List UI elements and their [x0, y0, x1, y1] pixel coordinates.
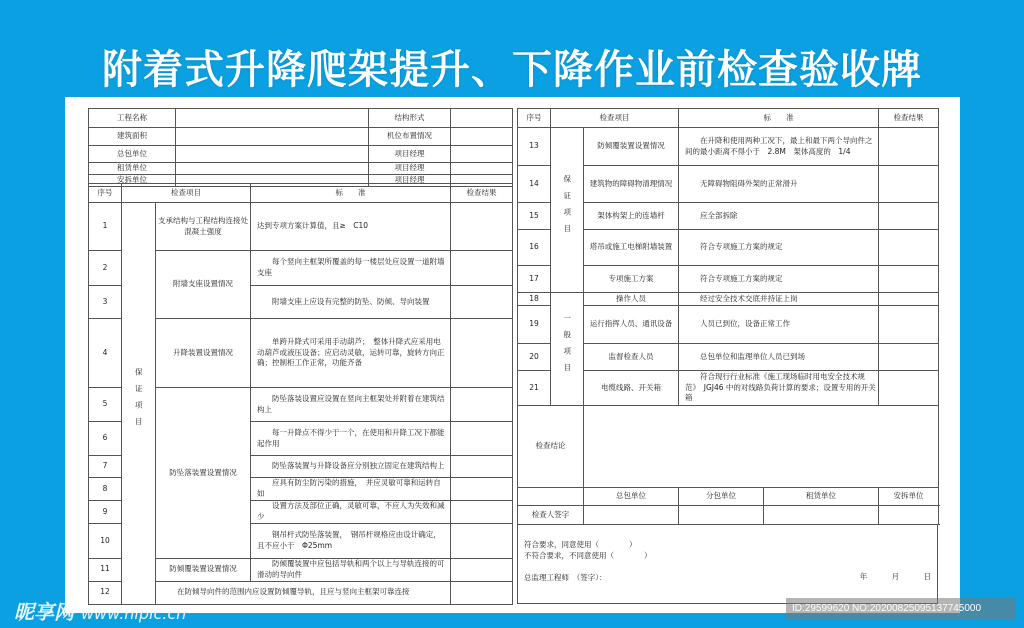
standard-text: 应全部拆除: [679, 203, 879, 230]
check-result[interactable]: [451, 478, 513, 501]
check-result[interactable]: [879, 128, 939, 166]
info-value[interactable]: [451, 146, 513, 163]
table-row: [518, 128, 939, 166]
standard-text: 附墙支座上应设有完整的防坠、防倾、导向装置: [251, 286, 451, 319]
info-label: 项目经理: [369, 174, 451, 186]
table-row: [518, 293, 939, 306]
standard-text: 达到专项方案计算值，且≥ C10: [251, 203, 451, 251]
standard-text: 防坠落装置与升降设备应分别独立固定在建筑结构上: [251, 456, 451, 478]
group-cell: [122, 203, 156, 605]
group-cell: [551, 293, 584, 406]
date-label: 年 月 日: [859, 572, 931, 581]
check-item: 防倾覆装置设置情况: [156, 559, 251, 582]
standard-text: 单跨升降式可采用手动葫芦； 整体升降式应采用电动葫芦或液压设备；应启动灵敏，运转可靠，旋转方向正确；控制柜工作正常，功能齐备: [251, 319, 451, 388]
row-number: 6: [89, 422, 122, 456]
check-result[interactable]: [451, 319, 513, 388]
check-result[interactable]: [451, 501, 513, 524]
watermark-logo: 昵享网 www.nipic.cn: [14, 600, 187, 624]
conclusion-value[interactable]: [584, 406, 939, 488]
row-number: 3: [89, 286, 122, 319]
info-value[interactable]: [451, 109, 513, 128]
check-item: 防倾覆装置设置情况: [584, 128, 679, 166]
sign-unit-header: 租赁单位: [764, 488, 879, 506]
blank-cell: [518, 488, 584, 506]
check-item: 电缆线路、开关箱: [584, 371, 679, 406]
row-number: 9: [89, 501, 122, 524]
row-number: 15: [518, 203, 551, 230]
group-label: 一般项目: [562, 314, 572, 381]
check-result[interactable]: [451, 456, 513, 478]
check-result[interactable]: [879, 203, 939, 230]
standard-text: 总包单位和监理单位人员已到场: [679, 344, 879, 371]
row-number: 16: [518, 230, 551, 266]
reject-option: 不符合要求，不同意使用（ ）: [524, 551, 652, 561]
row-number: 18: [518, 293, 551, 306]
info-value[interactable]: [176, 109, 369, 128]
table-row: [89, 109, 513, 128]
check-item: 升降装置设置情况: [156, 319, 251, 388]
check-item: 操作人员: [584, 293, 679, 306]
standard-text: 防坠落装设置应设置在竖向主框架处并附着在建筑结构上: [251, 388, 451, 422]
inspection-table-right: [517, 108, 939, 525]
signature-field[interactable]: [764, 506, 879, 525]
table-row: [89, 163, 513, 175]
project-info-table: [88, 108, 513, 187]
info-label: 机位布置情况: [369, 128, 451, 146]
info-value[interactable]: [451, 128, 513, 146]
check-result[interactable]: [451, 559, 513, 582]
header-item: 检查项目: [122, 184, 251, 203]
table-row: [518, 406, 939, 488]
standard-text: 在升降和使用两种工况下，最上和最下两个导向件之间的最小距离不得小于 2.8M 架体高度的 1/4: [679, 128, 879, 166]
table-row: [518, 506, 939, 525]
sign-unit-header: 安拆单位: [879, 488, 939, 506]
standard-text: 钢吊杆式防坠落装置， 钢吊杆规格应由设计确定，且不应小于 Φ25mm: [251, 524, 451, 559]
info-label: 项目经理: [369, 146, 451, 163]
row-number: 10: [89, 524, 122, 559]
signature-field[interactable]: [879, 506, 939, 525]
check-result[interactable]: [879, 166, 939, 203]
check-item: 防坠落装置设置情况: [156, 388, 251, 559]
standard-text: 每个竖向主框架所覆盖的每一楼层处应设置一道附墙支座: [251, 251, 451, 286]
check-item: 附墙支座设置情况: [156, 251, 251, 319]
inspection-table-left: [88, 183, 513, 605]
check-item: 建筑物的障碍物清理情况: [584, 166, 679, 203]
group-label: 保证项目: [562, 175, 572, 242]
info-value[interactable]: [176, 163, 369, 175]
check-result[interactable]: [879, 230, 939, 266]
header-standard: 标 准: [679, 109, 879, 128]
row-number: 4: [89, 319, 122, 388]
check-result[interactable]: [879, 344, 939, 371]
standard-text: 应具有防尘防污染的措施， 并应灵敏可靠和运转自如: [251, 478, 451, 501]
row-number: 20: [518, 344, 551, 371]
row-number: 11: [89, 559, 122, 582]
check-result[interactable]: [879, 371, 939, 406]
check-result[interactable]: [451, 286, 513, 319]
check-item: 专项施工方案: [584, 266, 679, 293]
header-result: 检查结果: [879, 109, 939, 128]
info-label: 安拆单位: [89, 174, 176, 186]
header-no: 序号: [89, 184, 122, 203]
table-row: [518, 109, 939, 128]
info-label: 工程名称: [89, 109, 176, 128]
check-result[interactable]: [879, 266, 939, 293]
info-value[interactable]: [176, 146, 369, 163]
info-value[interactable]: [451, 163, 513, 175]
standard-text: 符合专项施工方案的规定: [679, 266, 879, 293]
table-row: [89, 184, 513, 203]
check-item: 支承结构与工程结构连接处混凝土强度: [156, 203, 251, 251]
info-label: 总包单位: [89, 146, 176, 163]
header-item: 检查项目: [551, 109, 679, 128]
row-number: 19: [518, 306, 551, 344]
info-label: 建筑面积: [89, 128, 176, 146]
standard-text: 人员已到位，设备正常工作: [679, 306, 879, 344]
row-number: 2: [89, 251, 122, 286]
info-label: 结构形式: [369, 109, 451, 128]
table-row: [89, 146, 513, 163]
table-row: [518, 488, 939, 506]
signature-field[interactable]: [584, 506, 679, 525]
row-number: 13: [518, 128, 551, 166]
sign-unit-header: 分包单位: [679, 488, 764, 506]
standard-text: 符合现行行业标准《施工现场临时用电安全技术规范》 JGJ46 中的对线路负荷计算的要求；设置专用的开关箱: [679, 371, 879, 406]
row-number: 14: [518, 166, 551, 203]
row-number: 5: [89, 388, 122, 422]
check-result[interactable]: [451, 422, 513, 456]
info-value[interactable]: [176, 128, 369, 146]
approval-section: [517, 524, 938, 604]
row-number: 21: [518, 371, 551, 406]
row-number: 17: [518, 266, 551, 293]
engineer-signature-label: 总监理工程师 （签字）：: [524, 572, 607, 582]
group-cell: [551, 128, 584, 293]
signature-label: 检查人签字: [518, 506, 584, 525]
row-number: 7: [89, 456, 122, 478]
row-number: 12: [89, 581, 122, 604]
watermark-id: ID:29599620 NO:20200825095137745000: [786, 598, 1016, 620]
check-result[interactable]: [451, 388, 513, 422]
standard-text: 每一升降点不得少于一个，在使用和升降工况下都能起作用: [251, 422, 451, 456]
check-result[interactable]: [879, 293, 939, 306]
group-label: 保证项目: [134, 368, 144, 435]
signature-field[interactable]: [679, 506, 764, 525]
check-result[interactable]: [451, 524, 513, 559]
check-item: 监督检查人员: [584, 344, 679, 371]
table-row: [89, 128, 513, 146]
table-row: [89, 203, 513, 251]
check-result[interactable]: [451, 581, 513, 604]
check-result[interactable]: [451, 203, 513, 251]
standard-text: 符合专项施工方案的规定: [679, 230, 879, 266]
standard-text: 无障碍物阻碍外架的正常滑升: [679, 166, 879, 203]
approve-option: 符合要求，同意使用（ ）: [524, 540, 637, 549]
info-label: 项目经理: [369, 163, 451, 175]
row-number: 1: [89, 203, 122, 251]
conclusion-label: 检查结论: [518, 406, 584, 488]
standard-text: 设置方法及部位正确，灵敏可靠，不应人为失效和减少: [251, 501, 451, 524]
check-item: 运行指挥人员、通讯设备: [584, 306, 679, 344]
row-number: 8: [89, 478, 122, 501]
check-item: 塔吊或施工电梯附墙装置: [584, 230, 679, 266]
standard-text: 经过安全技术交底并持证上岗: [679, 293, 879, 306]
check-result[interactable]: [879, 306, 939, 344]
standard-text: 在防倾导向件的范围内应设置防倾覆导轨，且应与竖向主框架可靠连接: [156, 581, 451, 604]
check-result[interactable]: [451, 251, 513, 286]
header-result: 检查结果: [451, 184, 513, 203]
header-standard: 标 准: [251, 184, 451, 203]
standard-text: 防倾覆装置中应包括导轨和两个以上与导轨连接的可滑动的导向件: [251, 559, 451, 582]
info-label: 租赁单位: [89, 163, 176, 175]
header-no: 序号: [518, 109, 551, 128]
check-item: 架体构架上的连墙杆: [584, 203, 679, 230]
page-title: 附着式升降爬架提升、下降作业前检查验收牌: [102, 47, 922, 93]
sign-unit-header: 总包单位: [584, 488, 679, 506]
